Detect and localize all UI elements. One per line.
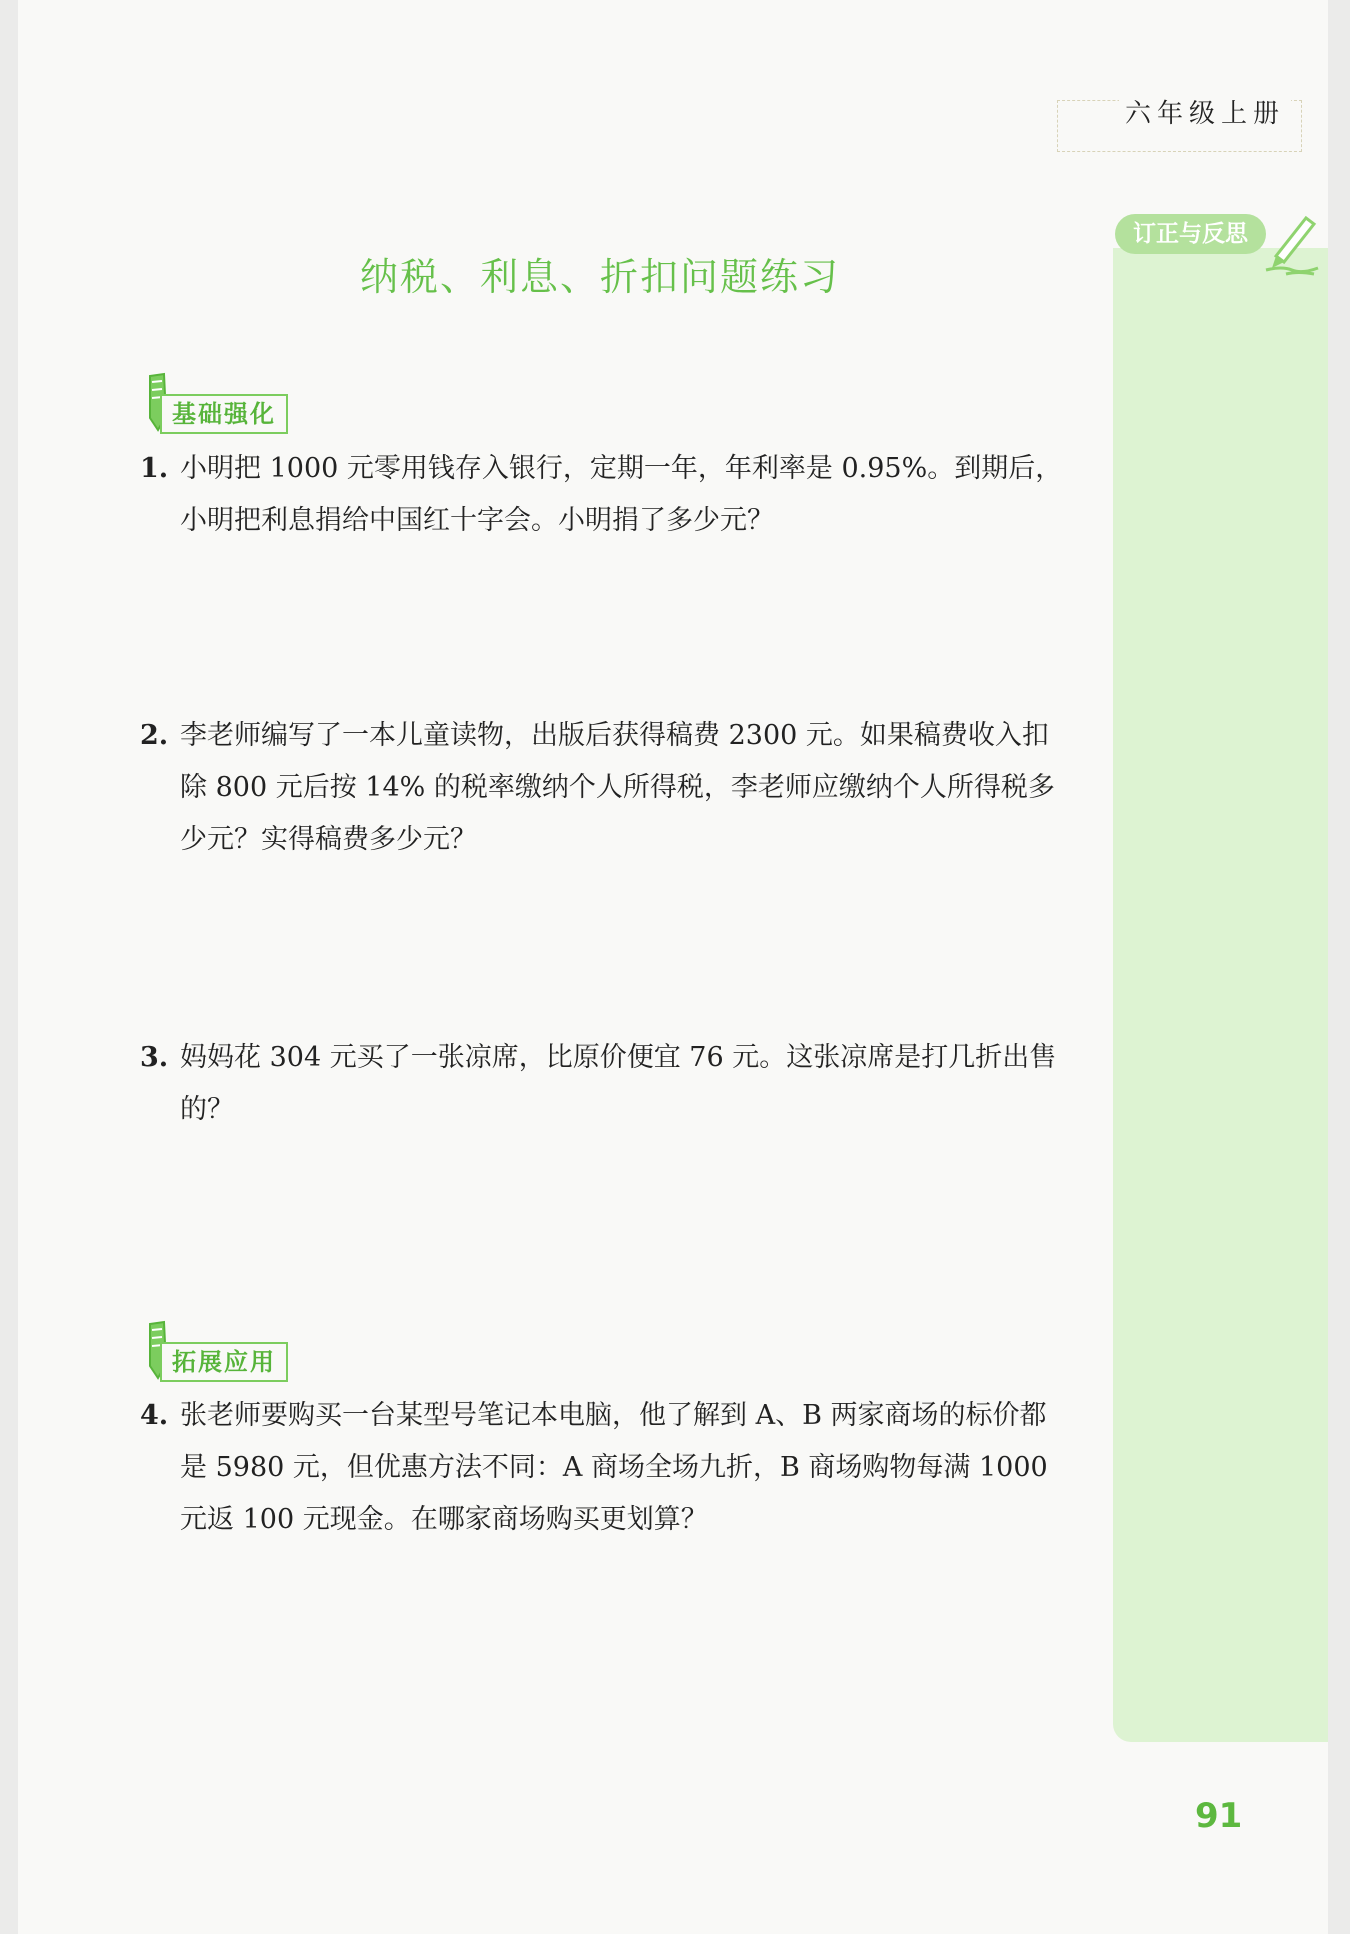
question-text: 小明把 1000 元零用钱存入银行，定期一年，年利率是 0.95%。到期后，小明把利息捐给中国红十字会。小明捐了多少元？: [180, 453, 1063, 536]
question-text: 张老师要购买一台某型号笔记本电脑，他了解到 A、B 两家商场的标价都是 5980 元，但优惠方法不同：A 商场全场九折，B 商场购物每满 1000 元返 100 元现金。在哪家商场购买更划算？: [180, 1400, 1048, 1535]
section-label: 拓展应用: [160, 1342, 288, 1382]
section-label: 基础强化: [160, 394, 288, 434]
correction-panel: [1113, 248, 1328, 1742]
page-number: 91: [1195, 1796, 1243, 1836]
grade-label-box: [1057, 100, 1302, 152]
question-number: 4.: [140, 1400, 169, 1431]
question-1: [140, 443, 1070, 547]
grade-label: 六年级上册: [1119, 93, 1291, 130]
question-3: [140, 1032, 1070, 1136]
page-title: 纳税、利息、折扣问题练习: [359, 255, 840, 299]
section-header-extended: [140, 1320, 340, 1384]
question-number: 1.: [140, 453, 169, 484]
correction-tag: 订正与反思: [1115, 214, 1266, 254]
question-text: 妈妈花 304 元买了一张凉席，比原价便宜 76 元。这张凉席是打几折出售的？: [180, 1042, 1057, 1125]
question-number: 3.: [140, 1042, 169, 1073]
question-2: [140, 710, 1070, 866]
pen-icon: [1262, 208, 1322, 278]
question-4: [140, 1390, 1070, 1546]
question-text: 李老师编写了一本儿童读物，出版后获得稿费 2300 元。如果稿费收入扣除 800 元后按 14% 的税率缴纳个人所得税，李老师应缴纳个人所得税多少元？实得稿费多少元？: [180, 720, 1055, 855]
question-number: 2.: [140, 720, 169, 751]
section-header-basic: [140, 372, 340, 436]
